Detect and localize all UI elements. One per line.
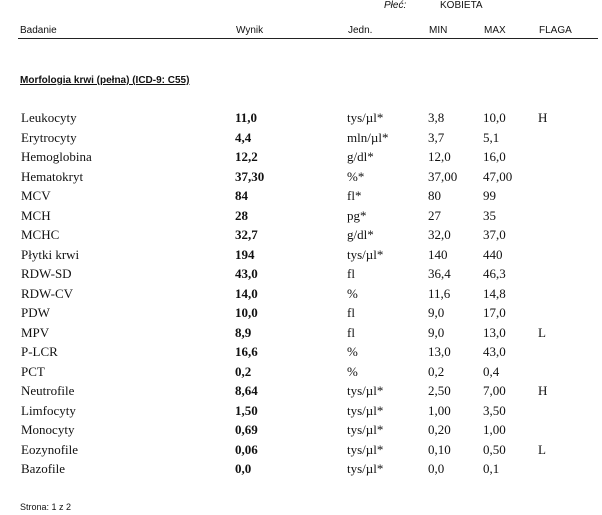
- min-value: 9,0: [428, 324, 445, 340]
- min-value: 0,10: [428, 441, 451, 457]
- unit-value: tys/µl*: [347, 110, 384, 125]
- header-min: MIN: [429, 25, 448, 36]
- unit-value: tys/µl*: [347, 402, 384, 418]
- unit-value: g/dl*: [347, 227, 374, 242]
- max-value: 1,00: [483, 422, 506, 437]
- min-value: 13,0: [428, 344, 451, 359]
- max-value: 99: [483, 188, 496, 203]
- test-name: Hemoglobina: [21, 149, 92, 164]
- unit-value: tys/µl*: [347, 422, 384, 437]
- test-name: RDW-CV: [21, 285, 73, 301]
- max-value: 43,0: [483, 344, 506, 359]
- result-value: 12,2: [235, 149, 258, 164]
- max-value: 3,50: [483, 402, 506, 418]
- table-row: [0, 149, 602, 169]
- max-value: 10,0: [483, 110, 506, 125]
- table-row: [0, 305, 602, 325]
- unit-value: tys/µl*: [347, 383, 384, 398]
- min-value: 140: [428, 246, 448, 262]
- header-result: Wynik: [236, 25, 264, 36]
- result-value: 43,0: [235, 266, 258, 281]
- results-table: [0, 110, 602, 481]
- flag-value: L: [538, 441, 546, 457]
- max-value: 47,00: [483, 168, 513, 184]
- min-value: 11,6: [428, 285, 451, 301]
- unit-value: %: [347, 363, 358, 379]
- header-test: Badanie: [20, 25, 57, 36]
- flag-value: H: [538, 110, 548, 125]
- max-value: 0,1: [483, 461, 500, 476]
- sex-value: KOBIETA: [440, 0, 483, 11]
- result-value: 16,6: [235, 344, 258, 359]
- min-value: 0,2: [428, 363, 445, 379]
- table-row: [0, 344, 602, 364]
- min-value: 27: [428, 207, 441, 223]
- min-value: 32,0: [428, 227, 451, 242]
- max-value: 7,00: [483, 383, 506, 398]
- unit-value: %*: [347, 168, 365, 184]
- page-footer: Strona: 1 z 2: [20, 502, 72, 512]
- result-value: 8,9: [235, 324, 252, 340]
- unit-value: pg*: [347, 207, 367, 223]
- header-max: MAX: [484, 25, 506, 36]
- min-value: 36,4: [428, 266, 451, 281]
- test-name: Eozynofile: [21, 441, 79, 457]
- table-row: [0, 110, 602, 130]
- min-value: 37,00: [428, 168, 458, 184]
- sex-label: Płeć:: [384, 0, 407, 11]
- test-name: Płytki krwi: [21, 246, 80, 262]
- flag-value: H: [538, 383, 548, 398]
- result-value: 28: [235, 207, 248, 223]
- min-value: 0,0: [428, 461, 445, 476]
- test-name: Bazofile: [21, 461, 66, 476]
- unit-value: tys/µl*: [347, 246, 384, 262]
- max-value: 440: [483, 246, 503, 262]
- test-name: MCV: [21, 188, 51, 203]
- section-title: Morfologia krwi (pełna) (ICD-9: C55): [20, 75, 190, 86]
- table-row: [0, 266, 602, 286]
- unit-value: fl*: [347, 188, 362, 203]
- result-value: 4,4: [235, 129, 252, 145]
- result-value: 10,0: [235, 305, 258, 320]
- table-row: [0, 403, 602, 423]
- unit-value: fl: [347, 266, 355, 281]
- header-flag: FLAGA: [539, 25, 572, 36]
- test-name: PDW: [21, 305, 50, 320]
- table-row: [0, 286, 602, 306]
- test-name: Hematokryt: [21, 168, 84, 184]
- table-row: [0, 422, 602, 442]
- result-value: 0,0: [235, 461, 252, 476]
- min-value: 1,00: [428, 402, 451, 418]
- test-name: RDW-SD: [21, 266, 72, 281]
- result-value: 37,30: [235, 168, 265, 184]
- max-value: 35: [483, 207, 496, 223]
- min-value: 0,20: [428, 422, 451, 437]
- max-value: 46,3: [483, 266, 506, 281]
- header-divider: [18, 38, 598, 39]
- min-value: 2,50: [428, 383, 451, 398]
- result-value: 84: [235, 188, 248, 203]
- table-row: [0, 188, 602, 208]
- flag-value: L: [538, 324, 546, 340]
- min-value: 3,7: [428, 129, 445, 145]
- unit-value: tys/µl*: [347, 441, 384, 457]
- min-value: 12,0: [428, 149, 451, 164]
- table-row: [0, 169, 602, 189]
- result-value: 32,7: [235, 227, 258, 242]
- max-value: 17,0: [483, 305, 506, 320]
- max-value: 0,50: [483, 441, 506, 457]
- test-name: Limfocyty: [21, 402, 76, 418]
- result-value: 14,0: [235, 285, 258, 301]
- test-name: MCHC: [21, 227, 60, 242]
- test-name: Neutrofile: [21, 383, 75, 398]
- table-row: [0, 208, 602, 228]
- test-name: PCT: [21, 363, 45, 379]
- table-row: [0, 461, 602, 481]
- test-name: Leukocyty: [21, 110, 77, 125]
- unit-value: fl: [347, 305, 355, 320]
- max-value: 16,0: [483, 149, 506, 164]
- result-value: 1,50: [235, 402, 258, 418]
- test-name: MPV: [21, 324, 50, 340]
- max-value: 37,0: [483, 227, 506, 242]
- test-name: MCH: [21, 207, 51, 223]
- max-value: 0,4: [483, 363, 500, 379]
- min-value: 3,8: [428, 110, 445, 125]
- min-value: 9,0: [428, 305, 445, 320]
- test-name: Erytrocyty: [21, 129, 77, 145]
- min-value: 80: [428, 188, 441, 203]
- unit-value: g/dl*: [347, 149, 374, 164]
- table-row: [0, 364, 602, 384]
- result-value: 8,64: [235, 383, 258, 398]
- unit-value: tys/µl*: [347, 461, 384, 476]
- header-unit: Jedn.: [348, 25, 373, 36]
- result-value: 0,69: [235, 422, 258, 437]
- unit-value: %: [347, 285, 358, 301]
- max-value: 14,8: [483, 285, 506, 301]
- table-row: [0, 227, 602, 247]
- table-row: [0, 442, 602, 462]
- unit-value: fl: [347, 324, 355, 340]
- result-value: 0,06: [235, 441, 258, 457]
- table-row: [0, 247, 602, 267]
- max-value: 5,1: [483, 129, 500, 145]
- unit-value: mln/µl*: [347, 129, 389, 145]
- result-value: 11,0: [235, 110, 258, 125]
- table-row: [0, 383, 602, 403]
- unit-value: %: [347, 344, 358, 359]
- test-name: P-LCR: [21, 344, 58, 359]
- max-value: 13,0: [483, 324, 506, 340]
- result-value: 194: [235, 246, 255, 262]
- table-row: [0, 325, 602, 345]
- test-name: Monocyty: [21, 422, 75, 437]
- result-value: 0,2: [235, 363, 252, 379]
- table-row: [0, 130, 602, 150]
